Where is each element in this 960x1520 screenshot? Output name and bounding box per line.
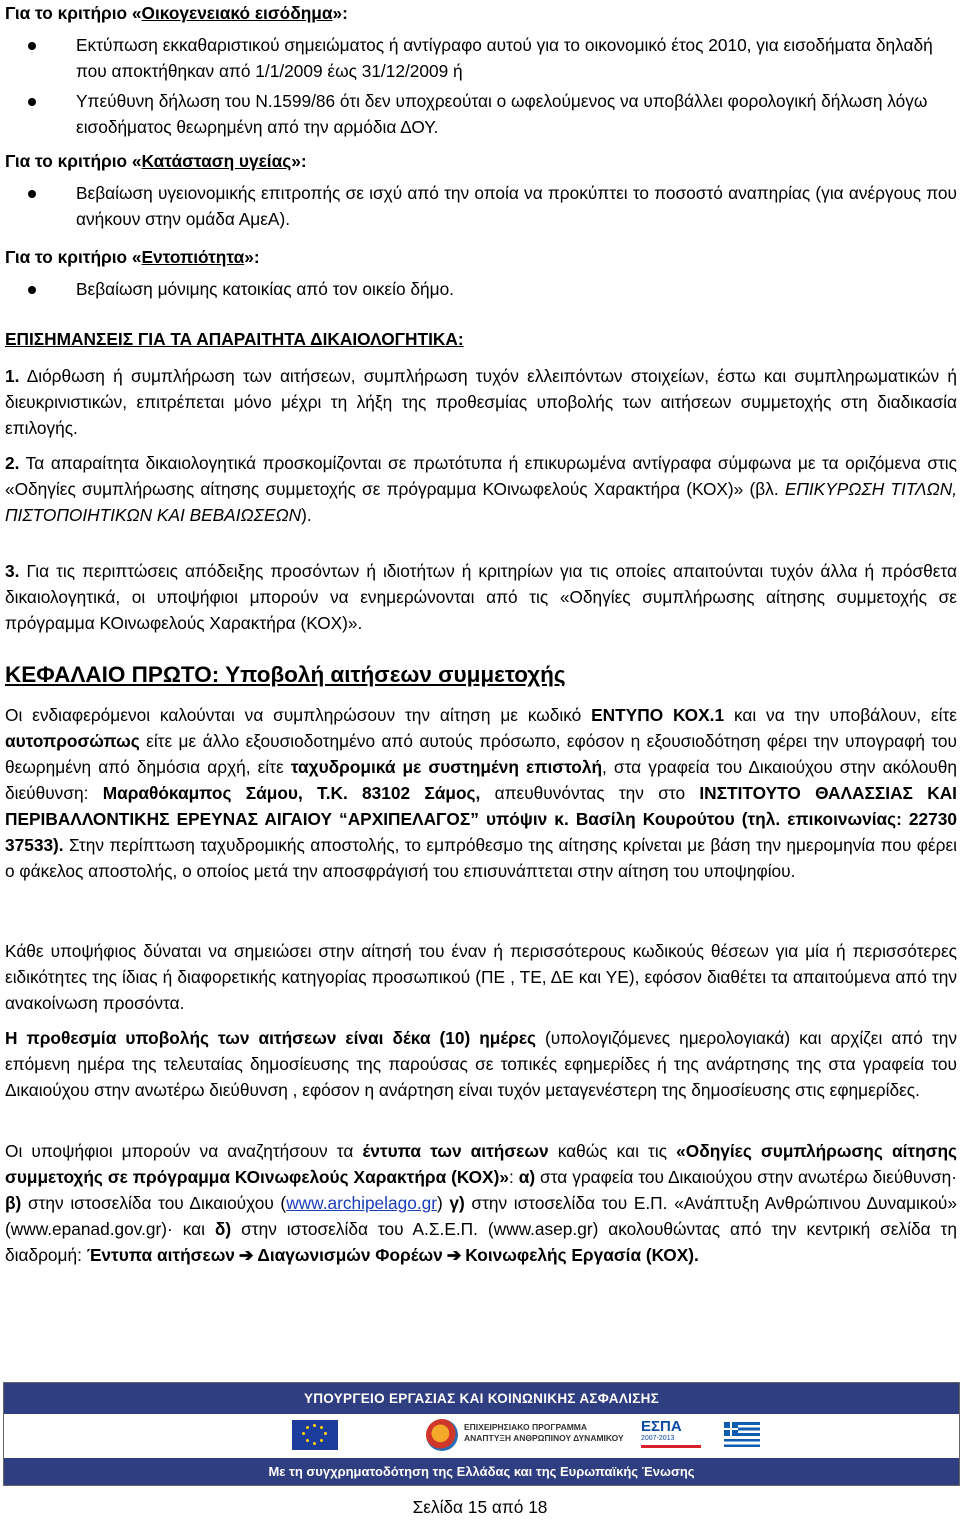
criterion-family-income-heading: Για το κριτήριο «Οικογενειακό εισόδημα»: [5,3,348,23]
chapter-paragraph-3: Η προθεσμία υποβολής των αιτήσεων είναι δέκα (10) ημέρες (υπολογιζόμενες ημερολογιακά) και αρχίζει από την επόμενη ημέρα της τελευταίας δημοσίευσης της παρούσας σε τοπικές εφημερίδες ή της ανάρτησης της στα γραφεία του Δικαιούχου στην ανωτέρω διεύθυνση , εφόσον η ανάρτηση είναι τυχόν μεταγενέστερη της δημοσίευσης στις εφημερίδες. [5,1028,957,1100]
espa-logo: ΕΣΠΑ 2007-2013 [641,1419,701,1453]
chapter-paragraph-2: Κάθε υποψήφιος δύναται να σημειώσει στην αίτησή του έναν ή περισσότερους κωδικούς θέσεων για μία ή περισσότερες ειδικότητες της ίδιας ή διαφορετικής κατηγορίας προσωπικού (ΠΕ , ΤΕ, ΔΕ και ΥΕ), εφόσον διαθέτει τα απαιτούμενα από την ανακοίνωση προσόντα. [5,941,957,1013]
operational-program-label: ΕΠΙΧΕΙΡΗΣΙΑΚΟ ΠΡΟΓΡΑΜΜΑ ΑΝΑΠΤΥΞΗ ΑΝΘΡΩΠΙΝΟΥ ΔΥΝΑΜΙΚΟΥ [464,1422,624,1443]
greek-flag-icon [724,1422,760,1447]
cofunding-band: Με τη συγχρηματοδότηση της Ελλάδας και της Ευρωπαϊκής Ένωσης [4,1458,959,1485]
ministry-band: ΥΠΟΥΡΓΕΙΟ ΕΡΓΑΣΙΑΣ ΚΑΙ ΚΟΙΝΩΝΙΚΗΣ ΑΣΦΑΛΙΣΗΣ [4,1383,959,1414]
logos-strip [4,1414,959,1458]
page-number: Σελίδα 15 από 18 [412,1497,548,1517]
archipelago-link[interactable]: www.archipelago.gr [286,1193,438,1213]
funding-banner [3,1382,960,1486]
chapter-paragraph-4: Οι υποψήφιοι μπορούν να αναζητήσουν τα έντυπα των αιτήσεων καθώς και τις «Οδηγίες συμπλήρωσης αίτησης συμμετοχής σε πρόγραμμα ΚΟινωφελούς Χαρακτήρα (ΚΟΧ)»: α) στα γραφεία του Δικαιούχου στην ανωτέρω διεύθυνση· β) στην ιστοσελίδα του Δικαιούχου (www.archipelago.gr) γ) στην ιστοσελίδα του Ε.Π. «Ανάπτυξη Ανθρώπινου Δυναμικού» (www.epanad.gov.gr)· και δ) στην ιστοσελίδα του Α.Σ.Ε.Π. (www.asep.gr) ακολουθώντας από την κεντρική σελίδα τη διαδρομή: Έντυπα αιτήσεων ➔ Διαγωνισμών Φορέων ➔ Κοινωφελής Εργασία (ΚΟΧ). [5,1138,957,1268]
bullet [28,286,36,294]
family-income-item-1: Εκτύπωση εκκαθαριστικού σημειώματος ή αντίγραφο αυτού για το οικονομικό έτος 2010, για εισοδήματα δηλαδή που αποκτήθηκαν από 1/1/2009 έως 31/12/2009 ή [76,35,933,81]
family-income-item-2: Υπεύθυνη δήλωση του Ν.1599/86 ότι δεν υποχρεούται ο ωφελούμενος να υποβάλλει φορολογική δήλωση λόγω εισοδήματος θεωρημένη από την αρμόδια ΔΟΥ. [76,91,928,137]
chapter-paragraph-1: Οι ενδιαφερόμενοι καλούνται να συμπληρώσουν την αίτηση με κωδικό ΕΝΤΥΠΟ ΚΟΧ.1 και να την υποβάλουν, είτε αυτοπροσώπως είτε με άλλο εξουσιοδοτημένο από αυτούς πρόσωπο, εφόσον η εξουσιοδότηση φέρει την υπογραφή του θεωρημένη από δημόσια αρχή, είτε ταχυδρομικά με συστημένη επιστολή, στα γραφεία του Δικαιούχου στην ακόλουθη διεύθυνση: Μαραθόκαμπος Σάμου, Τ.Κ. 83102 Σάμος, απευθυνόντας την στο ΙΝΣΤΙΤΟΥΤΟ ΘΑΛΑΣΣΙΑΣ ΚΑΙ ΠΕΡΙΒΑΛΛΟΝΤΙΚΗΣ ΕΡΕΥΝΑΣ ΑΙΓΑΙΟΥ “ΑΡΧΙΠΕΛΑΓΟΣ” υπόψιν κ. Βασίλη Κουρούτου (τηλ. επικοινωνίας: 22730 37533). Στην περίπτωση ταχυδρομικής αποστολής, το εμπρόθεσμο της αίτησης κρίνεται με βάση την ημερομηνία που φέρει ο φάκελος αποστολής, ο οποίος μετά την αποσφράγισή του επισυνάπτεται στην αίτηση του υποψηφίου. [5,705,957,881]
bullet [28,98,36,106]
eu-flag-icon [292,1420,338,1450]
note-3: 3. Για τις περιπτώσεις απόδειξης προσόντων ή ιδιοτήτων ή κριτηρίων για τις οποίες απαιτούνται τυχόν άλλα ή πρόσθετα δικαιολογητικά, οι υποψήφιοι μπορούν να ενημερώνονται από τις «Οδηγίες συμπλήρωσης αίτησης συμμετοχής σε πρόγραμμα ΚΟινωφελούς Χαρακτήρα (ΚΟΧ)». [5,561,957,633]
locality-item-1: Βεβαίωση μόνιμης κατοικίας από τον οικείο δήμο. [76,279,454,299]
note-2: 2. Τα απαραίτητα δικαιολογητικά προσκομίζονται σε πρωτότυπα ή επικυρωμένα αντίγραφα σύμφωνα με τα οριζόμενα στις «Οδηγίες συμπλήρωσης αίτησης συμμετοχής σε πρόγραμμα ΚΟινωφελούς Χαρακτήρα (ΚΟΧ)» (βλ. ΕΠΙΚΥΡΩΣΗ ΤΙΤΛΩΝ, ΠΙΣΤΟΠΟΙΗΤΙΚΩΝ ΚΑΙ ΒΕΒΑΙΩΣΕΩΝ). [5,453,957,525]
bullet [28,190,36,198]
criterion-health-heading: Για το κριτήριο «Κατάσταση υγείας»: [5,151,307,171]
operational-program-logo-icon [426,1419,458,1451]
bullet [28,42,36,50]
arrow-right-icon: ➔ [238,1245,254,1265]
notes-heading: ΕΠΙΣΗΜΑΝΣΕΙΣ ΓΙΑ ΤΑ ΑΠΑΡΑΙΤΗΤΑ ΔΙΚΑΙΟΛΟΓΗΤΙΚΑ: [5,329,464,349]
health-item-1: Βεβαίωση υγειονομικής επιτροπής σε ισχύ από την οποία να προκύπτει το ποσοστό αναπηρίας (για ανέργους που ανήκουν στην ομάδα ΑμεΑ). [76,183,957,229]
note-1: 1. Διόρθωση ή συμπλήρωση των αιτήσεων, συμπλήρωση τυχόν ελλειπόντων στοιχείων, έστω και συμπληρωματικών ή διευκρινιστικών, επιτρέπεται μόνο μέχρι τη λήξη της προθεσμίας υποβολής των αιτήσεων συμμετοχής στη διαδικασία επιλογής. [5,366,957,438]
chapter-title: ΚΕΦΑΛΑΙΟ ΠΡΩΤΟ: Υποβολή αιτήσεων συμμετοχής [5,662,566,687]
arrow-right-icon: ➔ [446,1245,462,1265]
criterion-locality-heading: Για το κριτήριο «Εντοπιότητα»: [5,247,260,267]
